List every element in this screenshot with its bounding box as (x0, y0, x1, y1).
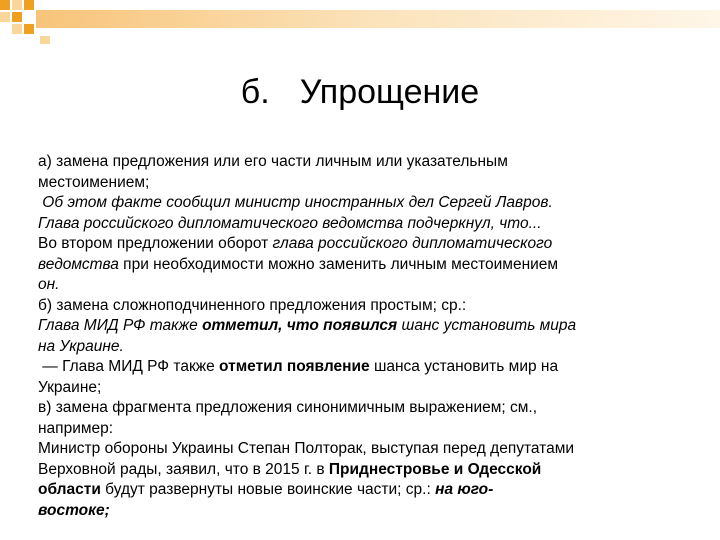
header-gradient-bar (36, 10, 720, 28)
paragraph (38, 234, 678, 296)
text-line (38, 316, 678, 337)
decor-square (0, 12, 10, 22)
decor-square (24, 0, 34, 10)
text-line (38, 460, 678, 481)
text-line: например: (38, 419, 114, 437)
text-line: Об этом факте сообщил министр иностранных дел Сергей Лавров. (38, 194, 553, 211)
paragraph (38, 439, 678, 521)
header-decoration (0, 0, 720, 46)
decor-square (12, 12, 22, 22)
text-line: местоимением; (38, 173, 150, 191)
text-line: он. (38, 276, 60, 293)
example-paragraph (38, 316, 678, 357)
text-line (38, 234, 678, 255)
italic-run: глава российского дипломатического (272, 235, 553, 252)
text-run: Глава МИД РФ также (38, 317, 203, 334)
text-line: востоке; (38, 501, 110, 519)
decor-square (24, 24, 34, 34)
text-run: — Глава МИД РФ также (38, 358, 220, 375)
text-run: Верховной рады, заявил, что в 2015 г. в (38, 460, 329, 478)
example-paragraph (38, 193, 678, 234)
paragraph (38, 152, 678, 193)
title-text: Упрощение (299, 73, 480, 111)
decor-square (0, 0, 10, 10)
text-run: Во втором предложении оборот (38, 235, 273, 252)
bold-run: отметил, что появился (202, 317, 398, 334)
text-line: в) замена фрагмента предложения синонимичным выражением; см., (38, 399, 538, 416)
paragraph (38, 398, 678, 439)
text-line: на Украине. (38, 337, 124, 355)
bold-run: области (38, 481, 101, 498)
decor-square (40, 36, 50, 44)
text-line: б) замена сложноподчиненного предложения простым; ср.: (38, 296, 467, 314)
bold-run: отметил появление (219, 358, 370, 375)
text-line: Министр обороны Украины Степан Полторак, выступая перед депутатами (38, 440, 575, 457)
text-line (38, 480, 678, 501)
title-number: б. (240, 73, 270, 111)
paragraph (38, 357, 678, 398)
decor-square (12, 24, 22, 34)
text-line: Украине; (38, 378, 102, 396)
text-run: шанса установить мир на (369, 358, 559, 375)
text-run: шанс установить мира (397, 317, 577, 334)
text-line (38, 255, 678, 276)
text-line: Глава российского дипломатического ведомства подчеркнул, что... (38, 214, 542, 232)
decor-square (12, 0, 22, 10)
slide-title (0, 70, 720, 114)
text-line: а) замена предложения или его части личным или указательным (38, 153, 508, 170)
text-run: будут развернуты новые воинские части; ср.: (100, 481, 436, 498)
slide-body (38, 152, 678, 521)
text-run: при необходимости можно заменить личным местоимением (118, 255, 559, 273)
bold-run: Приднестровье и Одесской (328, 460, 542, 478)
text-line (38, 357, 678, 378)
italic-run: ведомства (38, 255, 119, 273)
bold-italic-run: на юго- (435, 481, 494, 498)
paragraph (38, 296, 678, 317)
